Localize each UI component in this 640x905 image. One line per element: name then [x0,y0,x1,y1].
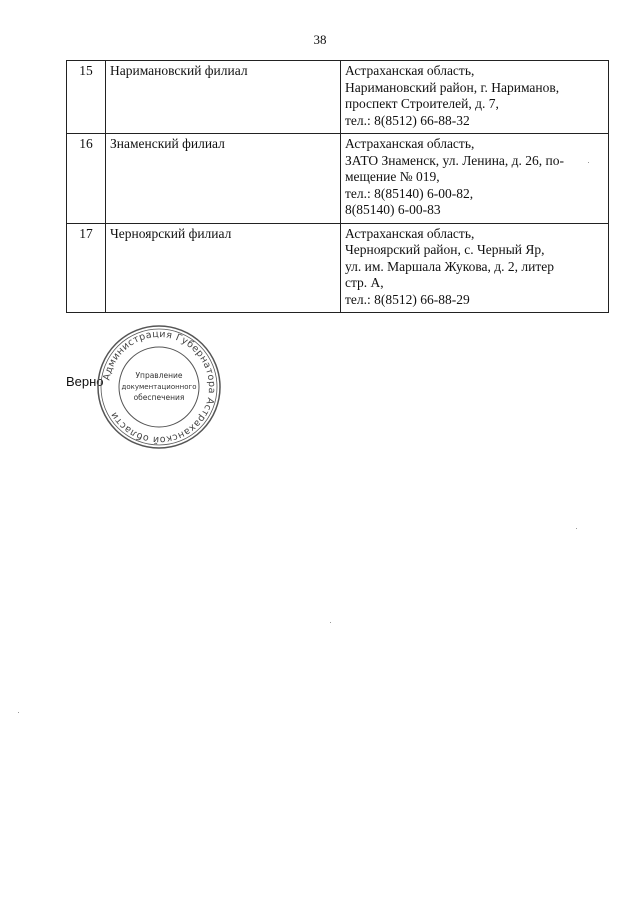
row-number: 16 [67,134,106,224]
branch-name: Знаменский филиал [106,134,341,224]
row-number: 15 [67,61,106,134]
seal-stamp [94,322,224,452]
svg-text:Управление: Управление [135,371,183,380]
svg-text:Администрация Губернатора Астр: Администрация Губернатора Астраханской области [101,328,218,446]
verno-label: Верно [66,374,104,389]
branches-table [66,60,609,313]
address-line: ул. им. Маршала Жукова, д. 2, литер [345,258,554,274]
address-line: Наримановский район, г. Нариманов, [345,79,560,95]
table-row [67,134,609,224]
svg-text:документационного: документационного [121,383,197,391]
branch-name: Черноярский филиал [106,223,341,313]
address-line: 8(85140) 6-00-83 [345,202,441,217]
address-line: Черноярский район, с. Черный Яр, [345,242,545,257]
address-line: Астраханская область, [345,136,475,151]
branch-address [341,61,609,134]
address-line: проспект Строителей, д. 7, [345,96,499,111]
address-line: тел.: 8(85140) 6-00-82, [345,185,474,201]
address-line: ЗАТО Знаменск, ул. Ленина, д. 26, по- [345,152,565,168]
table-row [67,223,609,313]
branch-address [341,134,609,224]
address-line: тел.: 8(8512) 66-88-29 [345,291,470,307]
address-line: Астраханская область, [345,63,475,78]
row-number: 17 [67,223,106,313]
address-line: тел.: 8(8512) 66-88-32 [345,112,470,128]
branch-name: Наримановский филиал [106,61,341,134]
page-number: 38 [313,32,327,47]
address-line: стр. А, [345,275,384,290]
svg-text:обеспечения: обеспечения [133,393,185,402]
branch-address [341,223,609,313]
address-line: Астраханская область, [345,225,475,241]
table-row [67,61,609,134]
address-line: мещение № 019, [345,169,440,184]
